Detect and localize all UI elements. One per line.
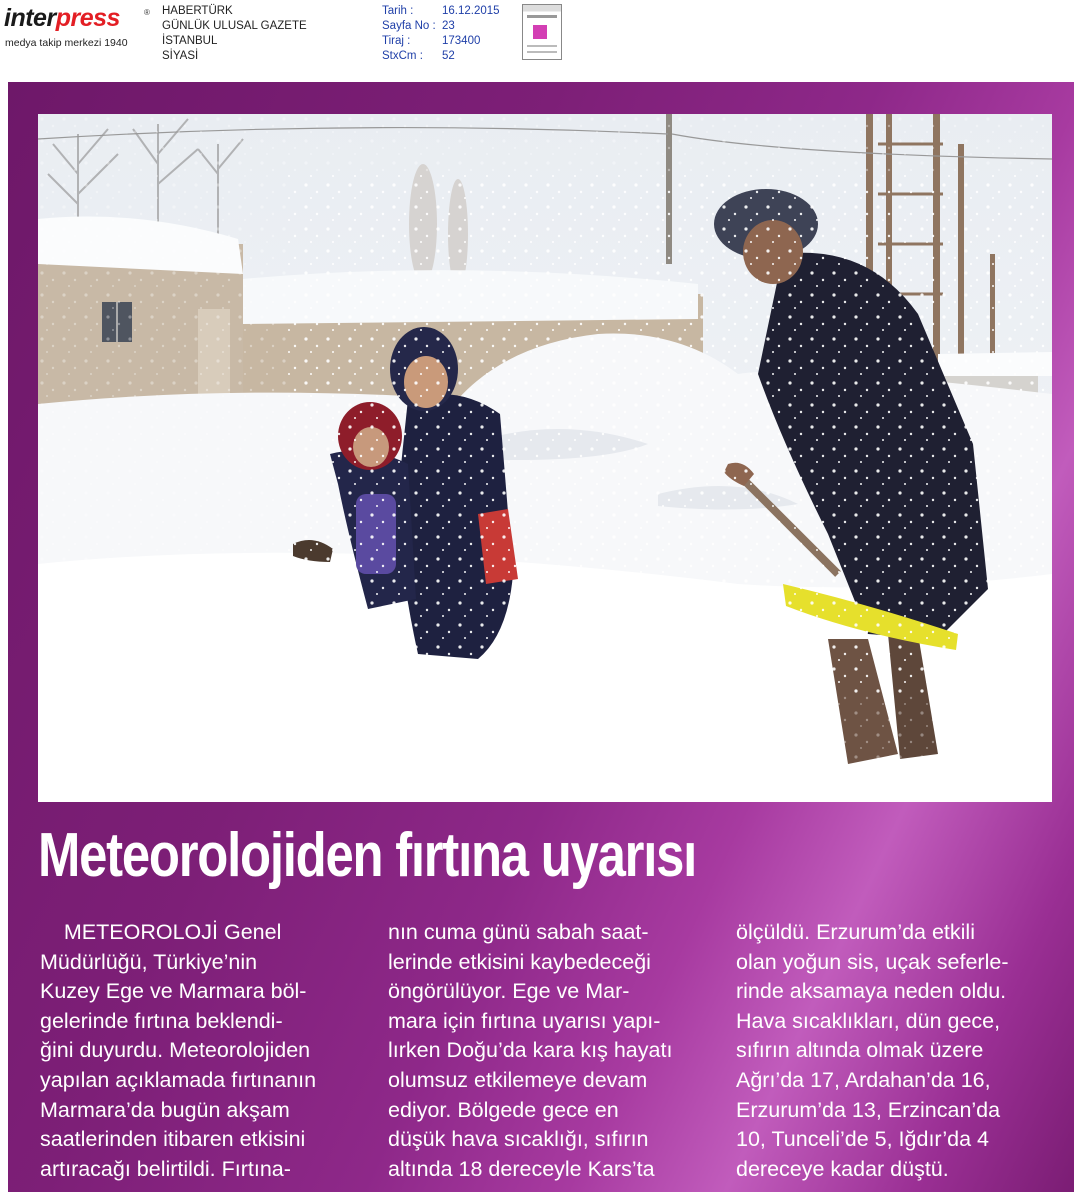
column-line: ediyor. Bölgede gece en [388, 1097, 619, 1122]
publication-city: İSTANBUL [162, 35, 218, 47]
meta-page: Sayfa No : 23 [382, 20, 455, 32]
column-line: gelerinde fırtına beklendi- [40, 1008, 283, 1033]
column-line: 10, Tunceli’de 5, Iğdır’da 4 [736, 1127, 989, 1152]
column-line: Ağrı’da 17, Ardahan’da 16, [736, 1067, 991, 1092]
column-line: yapılan açıklamada fırtınanın [40, 1067, 317, 1092]
article-column-1 [40, 918, 316, 1184]
column-line: sıfırın altında olmak üzere [736, 1038, 984, 1063]
article-column-3 [736, 918, 1008, 1184]
publication-info [162, 4, 307, 64]
interpress-logo [4, 4, 152, 48]
column-line: Müdürlüğü, Türkiye’nin [40, 949, 258, 974]
column-line: öngörülüyor. Ege ve Mar- [388, 979, 630, 1004]
column-line: olumsuz etkilemeye devam [388, 1067, 648, 1092]
column-line: METEOROLOJİ Genel [40, 920, 282, 944]
article-column-2 [388, 918, 672, 1184]
column-line: nın cuma günü sabah saat- [388, 920, 649, 944]
publication-category: SİYASİ [162, 50, 199, 62]
column-line: altında 18 dereceyle Kars’ta [388, 1156, 655, 1181]
publication-type: GÜNLÜK ULUSAL GAZETE [162, 20, 307, 32]
column-line: Marmara’da bugün akşam [40, 1097, 290, 1122]
snow-scene-illustration [38, 114, 1052, 802]
column-line: düşük hava sıcaklığı, sıfırın [388, 1127, 649, 1152]
column-line: dereceye kadar düştü. [736, 1156, 949, 1181]
column-line: mara için fırtına uyarısı yapı- [388, 1008, 661, 1033]
article-headline: Meteorolojiden fırtına uyarısı [38, 821, 697, 890]
logo-tagline: medya takip merkezi 1940 [5, 37, 128, 49]
column-line: ölçüldü. Erzurum’da etkili [736, 920, 975, 944]
column-line: saatlerinden itibaren etkisini [40, 1127, 306, 1152]
page-thumbnail[interactable] [522, 4, 562, 60]
column-line: ğini duyurdu. Meteorolojiden [40, 1038, 311, 1063]
column-line: lırken Doğu’da kara kış hayatı [388, 1038, 673, 1063]
column-line: Kuzey Ege ve Marmara böl- [40, 979, 307, 1004]
article-clipping [8, 82, 1074, 1192]
registered-mark: ® [144, 8, 150, 17]
column-line: artıracağı belirtildi. Fırtına- [40, 1156, 291, 1181]
meta-circulation: Tiraj : 173400 [382, 35, 481, 47]
clipping-header [0, 0, 1079, 80]
publication-name: HABERTÜRK [162, 5, 233, 17]
column-line: lerinde etkisini kaybedeceği [388, 949, 651, 974]
column-line: olan yoğun sis, uçak seferle- [736, 949, 1009, 974]
logo-wordmark: interpress [4, 4, 120, 32]
meta-column-cm: StxCm : 52 [382, 50, 455, 62]
article-photo [38, 114, 1052, 802]
column-line: rinde aksamaya neden oldu. [736, 979, 1007, 1004]
meta-date: Tarih : 16.12.2015 [382, 5, 500, 17]
column-line: Hava sıcaklıkları, dün gece, [736, 1008, 1001, 1033]
clipping-meta [382, 4, 500, 64]
column-line: Erzurum’da 13, Erzincan’da [736, 1097, 1001, 1122]
